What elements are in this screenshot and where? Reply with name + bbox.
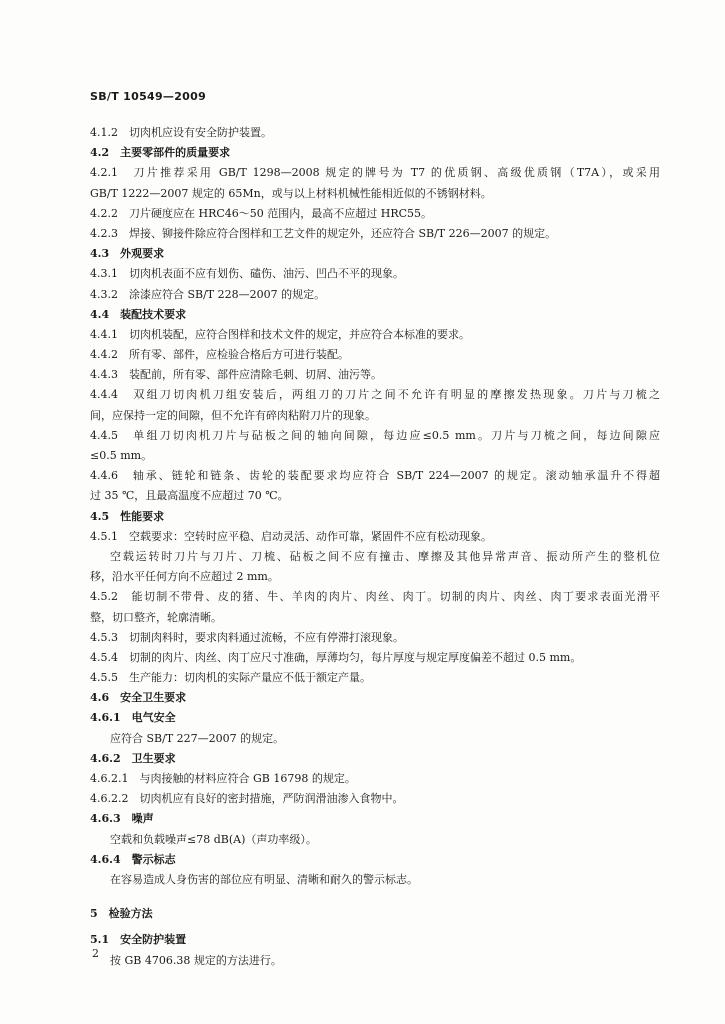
text-line: 在容易造成人身伤害的部位应有明显、清晰和耐久的警示标志。	[110, 872, 418, 886]
text-line: 4.5.4 切制的肉片、肉丝、肉丁应尺寸准确，厚薄均匀，每片厚度与规定厚度偏差不超过 0.5 mm。	[90, 650, 582, 664]
text-line: GB/T 1222—2007 规定的 65Mn，或与以上材料机械性能相近似的不锈钢材料。	[90, 186, 492, 200]
section-5-1-text: 按 GB 4706.38 规定的方法进行。	[110, 953, 282, 967]
text-line: 4.5.3 切制肉料时，要求肉料通过流畅，不应有停滞打滚现象。	[90, 630, 404, 644]
text-line: ≤0.5 mm。	[90, 449, 153, 462]
text-line: 4.4.1 切肉机装配，应符合图样和技术文件的规定，并应符合本标准的要求。	[90, 327, 470, 341]
text-line: 4.5.5 生产能力：切肉机的实际产量应不低于额定产量。	[90, 671, 371, 685]
text-line: 4.4.6 轴承、链轮和链条、齿轮的装配要求均应符合 SB/T 224—2007 的规定。滚动轴承温升不得超	[90, 469, 660, 483]
text-line: 4.4.2 所有零、部件，应检验合格后方可进行装配。	[90, 348, 349, 362]
text-line: 4.5.1 空载要求：空转时应平稳、启动灵活、动作可靠，紧固件不应有松动现象。	[90, 529, 492, 543]
document-body	[90, 123, 660, 971]
text-line: 过 35 ℃，且最高温度不应超过 70 ℃。	[90, 489, 289, 503]
section-5-1-title: 5.1 安全防护装置	[90, 933, 187, 947]
text-line: 4.6.4 警示标志	[90, 852, 176, 866]
text-line: 4.4.4 双组刀切肉机刀组安装后，两组刀的刀片之间不允许有明显的摩擦发热现象。刀片与刀梳之	[90, 388, 660, 402]
text-line: 4.2.1 刀片推荐采用 GB/T 1298—2008 规定的牌号为 T7 的优质钢、高级优质钢（T7A），或采用	[90, 166, 660, 180]
text-line: 4.6.3 噪声	[90, 812, 154, 826]
text-line: 空载和负载噪声≤78 dB(A)（声功率级）。	[110, 832, 317, 846]
text-line: 4.6.2.1 与肉接触的材料应符合 GB 16798 的规定。	[90, 772, 356, 785]
text-line: 4.3.1 切肉机表面不应有划伤、磕伤、油污、凹凸不平的现象。	[90, 267, 404, 281]
text-line: 空载运转时刀片与刀片、刀梳、砧板之间不应有撞击、摩擦及其他异常声音、振动所产生的整机位	[110, 549, 660, 563]
text-line: 4.5.2 能切制不带骨、皮的猪、牛、羊肉的肉片、肉丝、肉丁。切制的肉片、肉丝、肉丁要求表面光滑平	[90, 590, 660, 604]
text-line: 整，切口整齐，轮廓清晰。	[90, 610, 222, 624]
text-line: 4.2.3 焊接、铆接件除应符合图样和工艺文件的规定外，还应符合 SB/T 226—2007 的规定。	[90, 226, 557, 240]
text-line: 4.6.2.2 切肉机应有良好的密封措施，严防润滑油渗入食物中。	[90, 792, 404, 806]
text-line: 4.4.5 单组刀切肉机刀片与砧板之间的轴向间隙，每边应≤0.5 mm。刀片与刀梳之间，每边间隙应	[90, 428, 660, 442]
text-line: 4.6 安全卫生要求	[90, 691, 187, 705]
clause-list	[90, 123, 660, 890]
text-line: 4.2.2 刀片硬度应在 HRC46～50 范围内，最高不应超过 HRC55。	[90, 206, 433, 220]
text-line: 4.4.3 装配前，所有零、部件应清除毛刺、切屑、油污等。	[90, 368, 382, 382]
standard-code-header: SB/T 10549—2009	[90, 90, 207, 103]
text-line: 间，应保持一定的间隙，但不允许有碎肉粘附刀片的现象。	[90, 408, 376, 422]
text-line: 4.3 外观要求	[90, 247, 165, 261]
text-line: 4.5 性能要求	[90, 509, 165, 523]
section-5-title: 5 检验方法	[90, 907, 153, 921]
text-line: 移，沿水平任何方向不应超过 2 mm。	[90, 570, 279, 584]
text-line: 4.1.2 切肉机应设有安全防护装置。	[90, 126, 272, 139]
text-line: 4.6.1 电气安全	[90, 711, 176, 725]
text-line: 4.3.2 涂漆应符合 SB/T 228—2007 的规定。	[90, 287, 326, 301]
text-line: 4.2 主要零部件的质量要求	[90, 146, 231, 160]
text-line: 应符合 SB/T 227—2007 的规定。	[110, 731, 285, 745]
text-line: 4.6.2 卫生要求	[90, 751, 176, 765]
page-number: 2	[92, 947, 99, 960]
text-line: 4.4 装配技术要求	[90, 307, 187, 321]
